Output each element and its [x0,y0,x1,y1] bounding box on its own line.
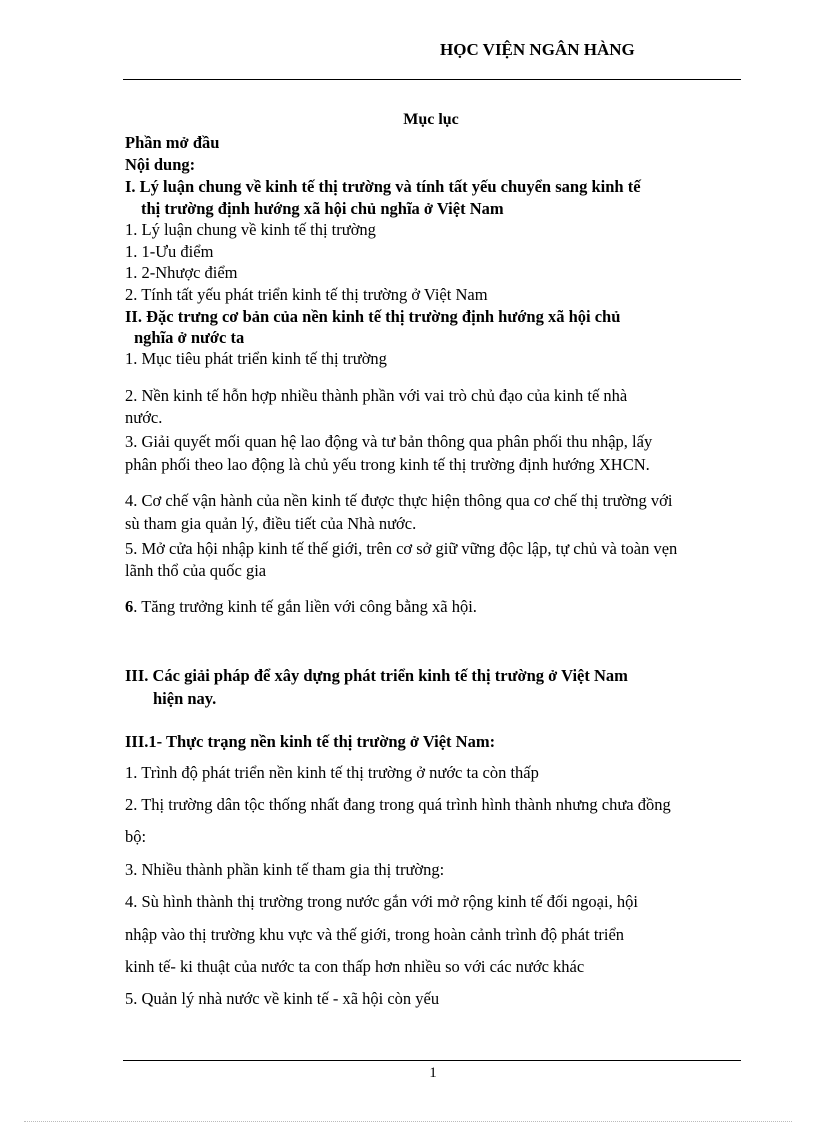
toc-item-continued: bộ: [125,827,147,846]
toc-item-continued: nhập vào thị trường khu vực và thế giới, trong hoàn cảnh trình độ phát triển [125,925,625,944]
toc-item-continued: nước. [125,408,163,427]
section2-title-continued: nghĩa ở nước ta [134,328,245,347]
toc-content-label: Nội dung: [125,155,196,174]
toc-item: 1. Lý luận chung về kinh tế thị trường [125,220,376,239]
section3-title: III. Các giải pháp để xây dựng phát triển kinh tế thị trường ở Việt Nam [125,666,628,685]
footer-rule [123,1060,741,1061]
toc-item-continued: phân phối theo lao động là chủ yếu trong kinh tế thị trường định hướng XHCN. [125,455,650,474]
section3-title-continued: hiện nay. [153,689,217,708]
section2-title: II. Đặc trưng cơ bản của nền kinh tế thị trường định hướng xã hội chủ [125,307,621,326]
toc-opening: Phần mở đầu [125,133,220,152]
toc-item: 1. 1-Ưu điểm [125,242,214,261]
toc-item-continued: lãnh thổ của quốc gia [125,561,267,580]
toc-item: 4. Cơ chế vận hành của nền kinh tế được thực hiện thông qua cơ chế thị trường với [125,491,673,510]
toc-title: Mục lục [403,111,459,128]
item-text: . Tăng trưởng kinh tế gắn liền với công bằng xã hội. [133,597,477,616]
toc-item: 2. Nền kinh tế hỗn hợp nhiều thành phần với vai trò chủ đạo của kinh tế nhà [125,386,628,405]
header-rule [123,79,741,80]
toc-item: 4. Sù hình thành thị trường trong nước gắn với mở rộng kinh tế đối ngoại, hội [125,892,638,911]
page-header-institution: HỌC VIỆN NGÂN HÀNG [440,40,635,59]
toc-item: 2. Tính tất yếu phát triển kinh tế thị trường ở Việt Nam [125,285,488,304]
toc-item: 1. 2-Nhược điểm [125,263,238,282]
toc-item: 5. Mở cửa hội nhập kinh tế thế giới, trên cơ sở giữ vững độc lập, tự chủ và toàn vẹn [125,539,678,558]
toc-item: 3. Nhiều thành phần kinh tế tham gia thị trường: [125,860,445,879]
page-edge-divider [24,1121,792,1122]
toc-item-continued: sù tham gia quản lý, điều tiết của Nhà nước. [125,514,417,533]
toc-item [125,597,477,617]
item-number: 6 [125,597,134,616]
toc-item: 2. Thị trường dân tộc thống nhất đang trong quá trình hình thành nhưng chưa đồng [125,795,671,814]
toc-item: 1. Mục tiêu phát triển kinh tế thị trường [125,349,387,368]
toc-item: 3. Giải quyết mối quan hệ lao động và tư bản thông qua phân phối thu nhập, lấy [125,432,653,451]
page-number: 1 [429,1065,437,1081]
section1-title-continued: thị trường định hướng xã hội chủ nghĩa ở Việt Nam [141,199,504,218]
toc-item: 5. Quản lý nhà nước về kinh tế - xã hội còn yếu [125,989,440,1008]
toc-item-continued: kinh tế- ki thuật của nước ta con thấp hơn nhiều so với các nước khác [125,957,585,976]
section1-title: I. Lý luận chung về kinh tế thị trường và tính tất yếu chuyển sang kinh tế [125,177,641,196]
subsection-title: III.1- Thực trạng nền kinh tế thị trường ở Việt Nam: [125,732,496,751]
toc-item: 1. Trình độ phát triển nền kinh tế thị trường ở nước ta còn thấp [125,763,539,782]
